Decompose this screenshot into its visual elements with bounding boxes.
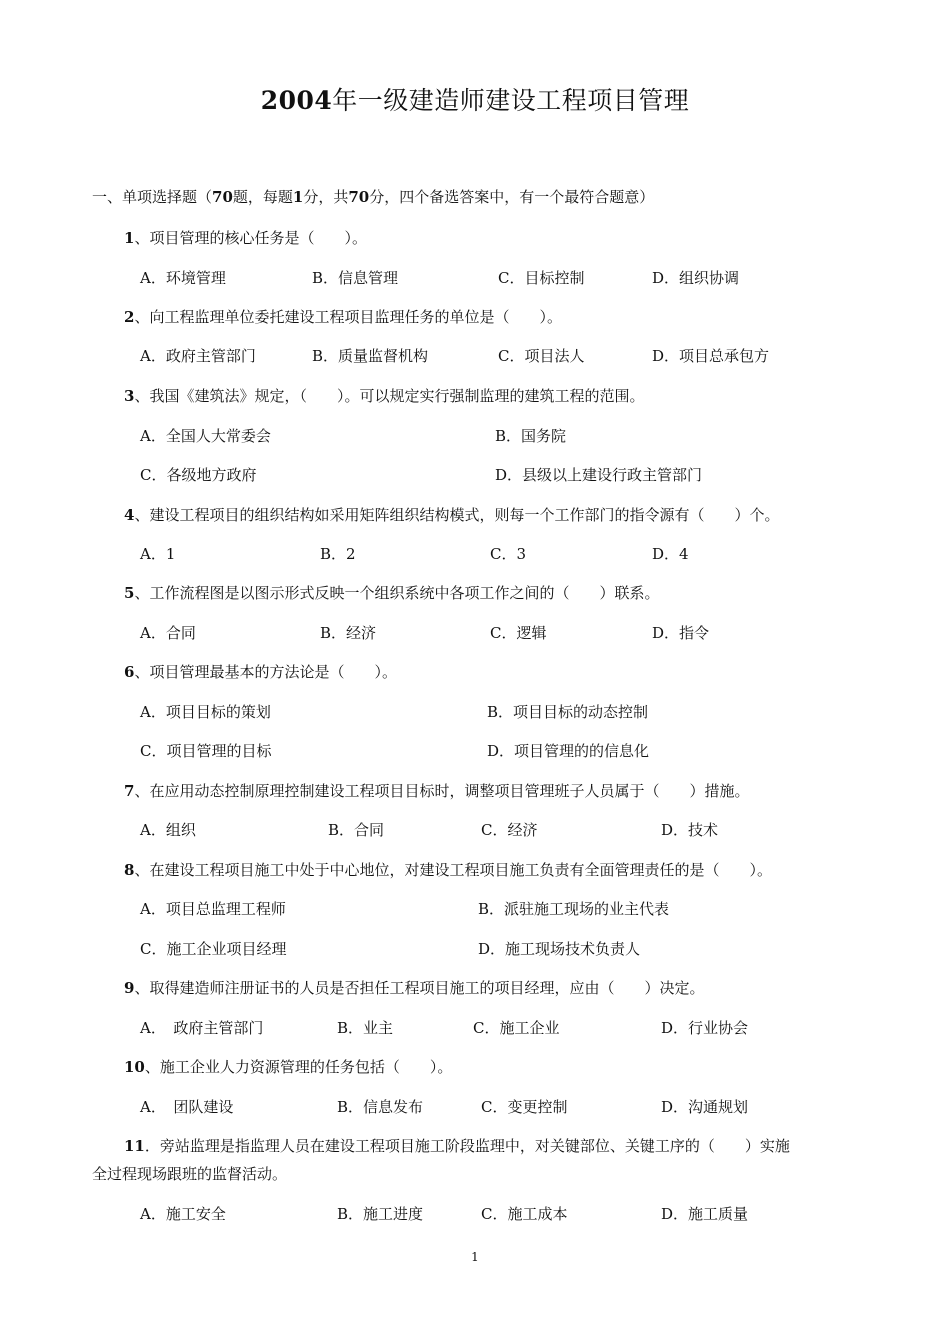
option: A． 政府主管部门 [140,1019,264,1037]
option: C．各级地方政府 [140,466,257,484]
page-title [0,84,950,118]
question-1: 1、项目管理的核心任务是（ ）。 [124,229,367,247]
option: B．经济 [320,624,377,642]
option: C．经济 [481,821,538,839]
question-2: 2、向工程监理单位委托建设工程项目监理任务的单位是（ ）。 [124,308,562,326]
option: B．业主 [337,1019,394,1037]
option: B．信息发布 [337,1098,424,1116]
option: A．全国人大常委会 [140,427,271,445]
option: C．3 [490,545,527,563]
page-number: 1 [471,1250,479,1264]
option: D．4 [652,545,689,563]
option: A．项目目标的策划 [140,703,271,721]
option: C．变更控制 [481,1098,568,1116]
option: C．施工企业 [473,1019,560,1037]
option: A．组织 [140,821,196,839]
section-heading: 一、单项选择题（70题，每题1分，共70分，四个备选答案中，有一个最符合题意） [92,188,655,206]
question-7: 7、在应用动态控制原理控制建设工程项目目标时，调整项目管理班子人员属于（ ）措施。 [124,782,750,800]
option: D．行业协会 [661,1019,749,1037]
question-5: 5、工作流程图是以图示形式反映一个组织系统中各项工作之间的（ ）联系。 [124,584,660,602]
option: B．施工进度 [337,1205,424,1223]
option: A．政府主管部门 [140,347,256,365]
question-6: 6、项目管理最基本的方法论是（ ）。 [124,663,397,681]
option: C．项目管理的目标 [140,742,272,760]
option: D．项目管理的的信息化 [487,742,650,760]
question-11: 11．旁站监理是指监理人员在建设工程项目施工阶段监理中，对关键部位、关键工序的（ ）实施 [124,1137,790,1155]
option: D．组织协调 [652,269,740,287]
title-year: 2004 [260,86,333,115]
option: B．信息管理 [312,269,399,287]
option: D．县级以上建设行政主管部门 [495,466,703,484]
question-9: 9、取得建造师注册证书的人员是否担任工程项目施工的项目经理，应由（ ）决定。 [124,979,705,997]
option: C．逻辑 [490,624,547,642]
option: C．施工成本 [481,1205,568,1223]
title-text: 年一级建造师建设工程项目管理 [332,86,690,115]
option: B．质量监督机构 [312,347,429,365]
option: A．合同 [140,624,196,642]
option: A．环境管理 [140,269,226,287]
option: B．项目目标的动态控制 [487,703,649,721]
option: A． 团队建设 [140,1098,234,1116]
option: B．合同 [328,821,385,839]
question-4: 4、建设工程项目的组织结构如采用矩阵组织结构模式，则每一个工作部门的指令源有（ ）个。 [124,506,780,524]
option: B．派驻施工现场的业主代表 [478,900,670,918]
option: D．沟通规划 [661,1098,749,1116]
option: C．施工企业项目经理 [140,940,287,958]
option: A．1 [140,545,176,563]
option: B．2 [320,545,356,563]
option: C．目标控制 [498,269,585,287]
option: D．施工质量 [661,1205,749,1223]
question-11-continued: 全过程现场跟班的监督活动。 [92,1165,288,1183]
option: A．施工安全 [140,1205,226,1223]
option: B．国务院 [495,427,567,445]
option: C．项目法人 [498,347,585,365]
question-10: 10、施工企业人力资源管理的任务包括（ ）。 [124,1058,453,1076]
option: D．项目总承包方 [652,347,770,365]
option: D．施工现场技术负责人 [478,940,641,958]
option: D．技术 [661,821,719,839]
option: D．指令 [652,624,710,642]
option: A．项目总监理工程师 [140,900,286,918]
question-3: 3、我国《建筑法》规定，（ ）。可以规定实行强制监理的建筑工程的范围。 [124,387,645,405]
question-8: 8、在建设工程项目施工中处于中心地位，对建设工程项目施工负责有全面管理责任的是（ ）。 [124,861,772,879]
